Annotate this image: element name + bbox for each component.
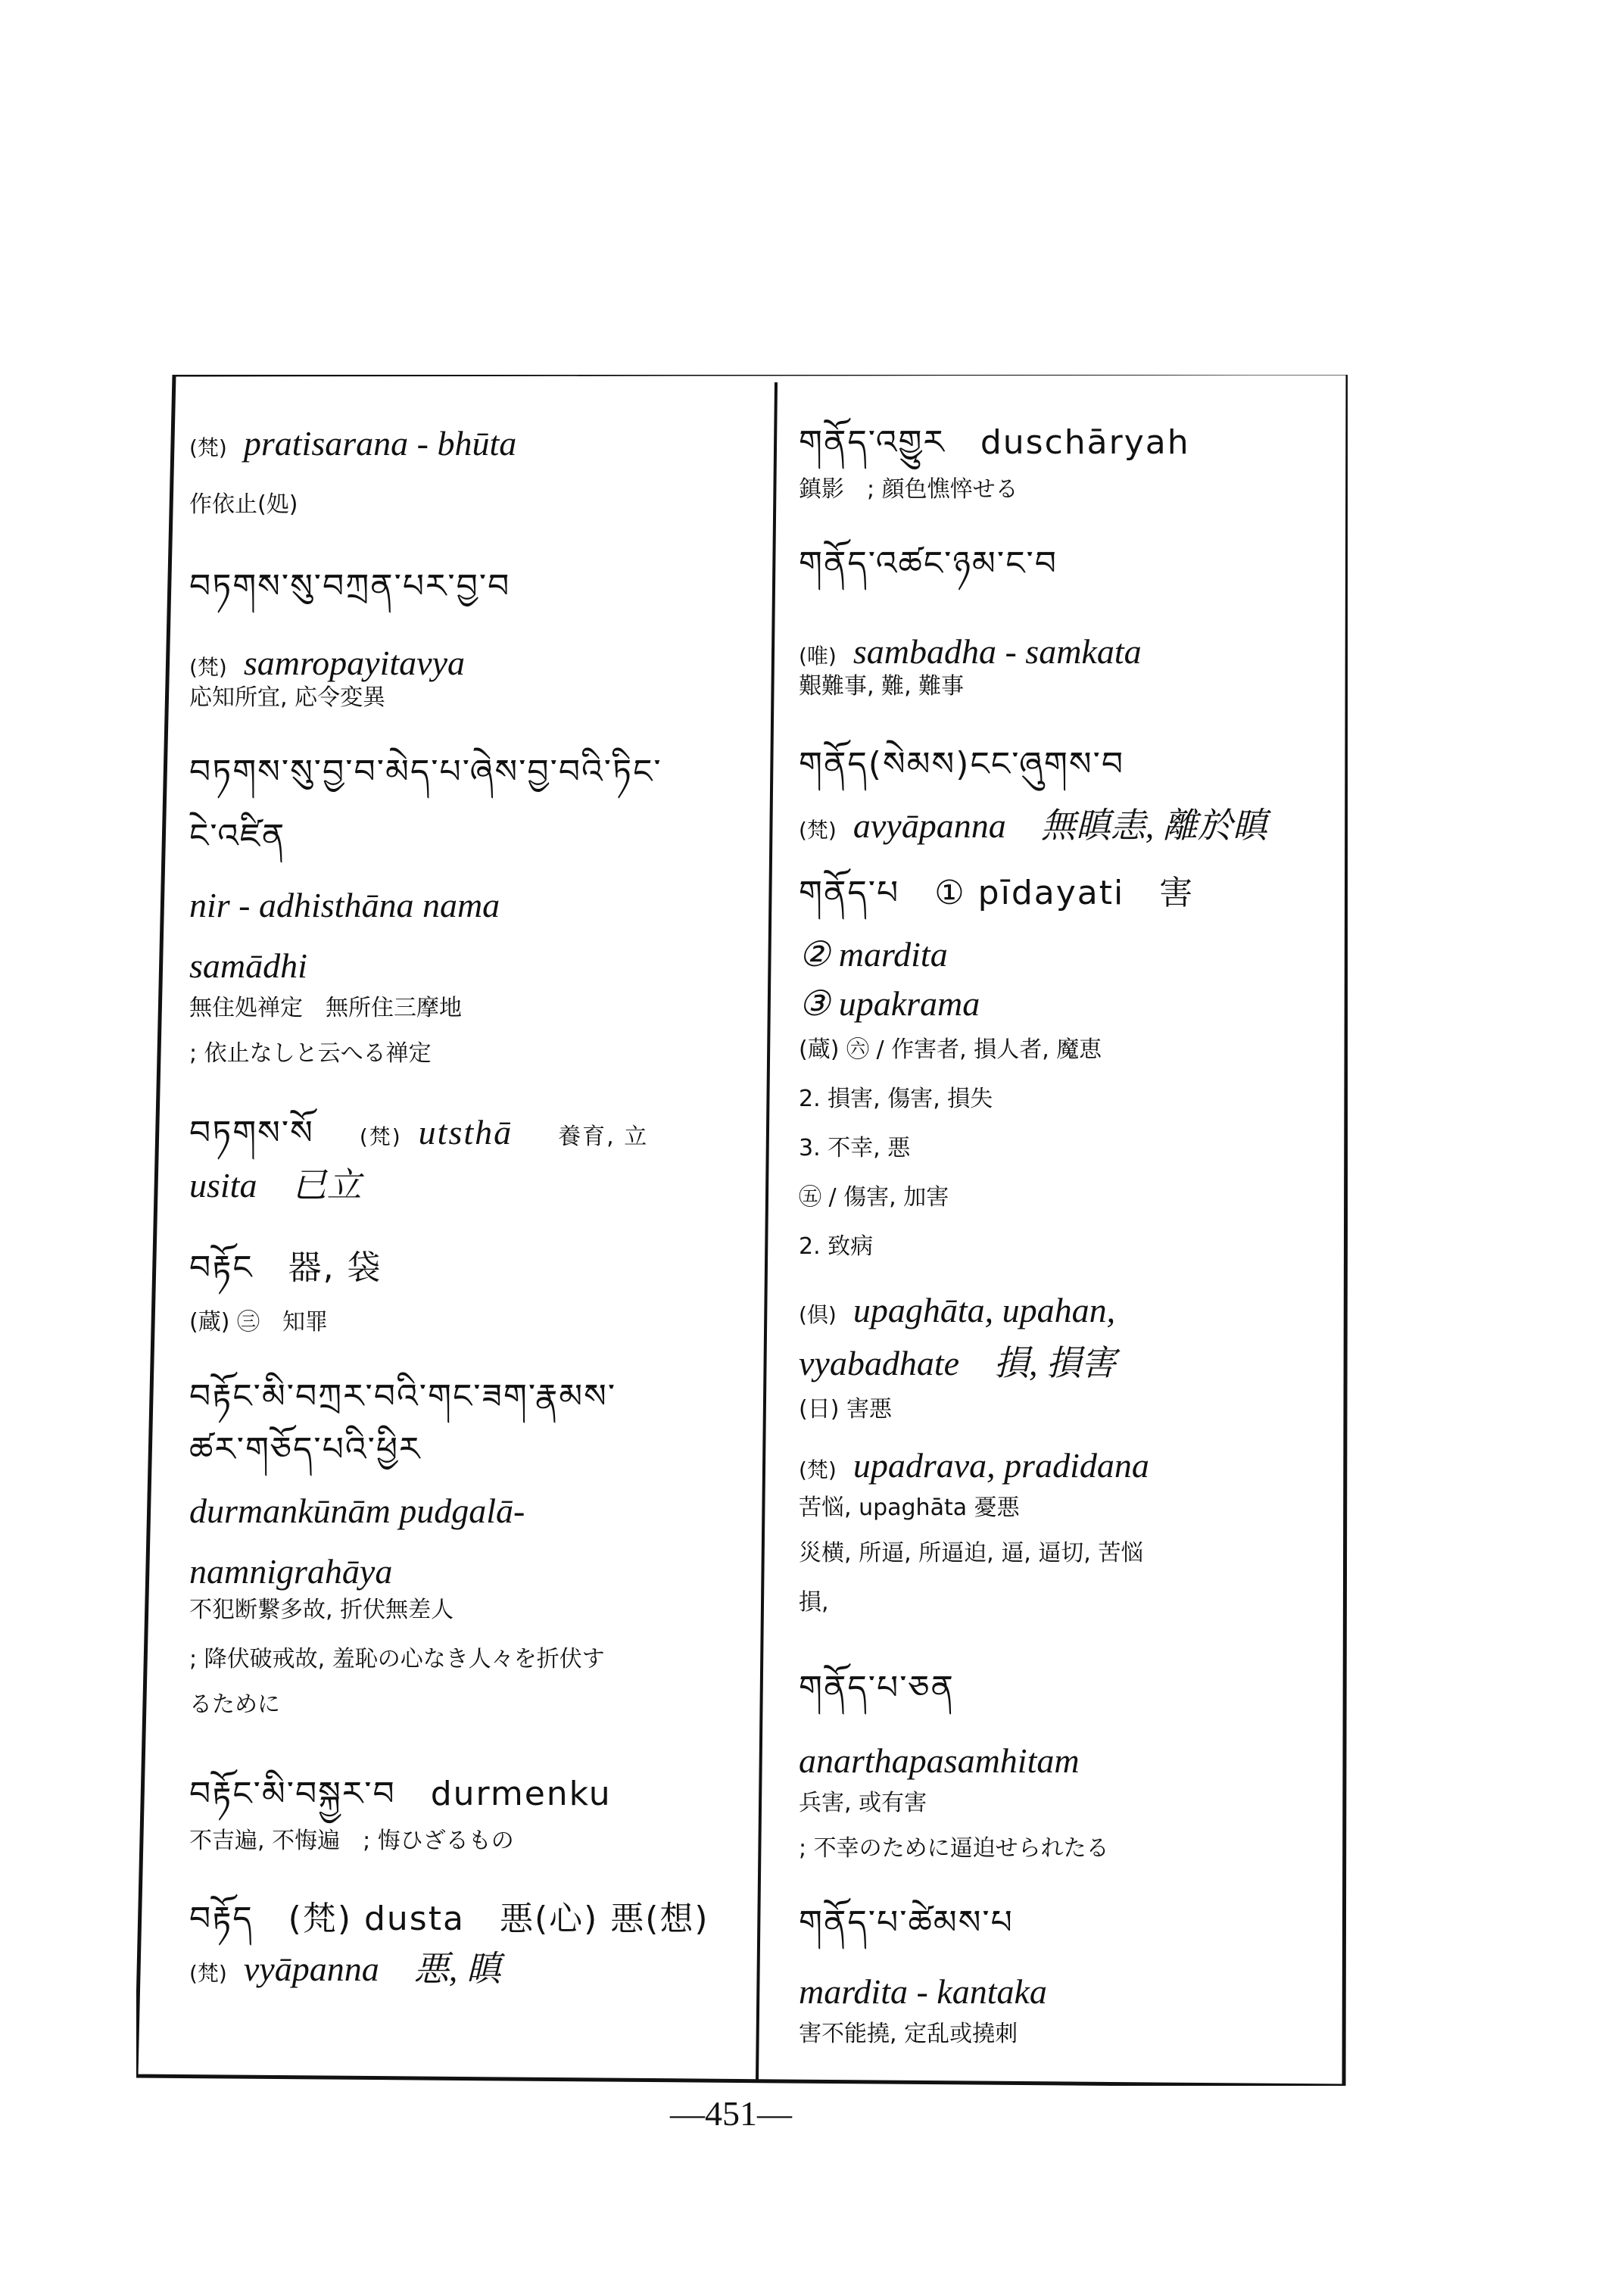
entry-text: ; 降伏破戒故, 羞恥の心なき人々を折伏す	[189, 1646, 605, 1672]
right-entry-line	[799, 1185, 949, 1211]
entry-text: ② mardita	[799, 935, 948, 974]
left-entry-line	[189, 492, 298, 519]
right-entry-line	[799, 1590, 829, 1616]
entry-text: avyāpanna 無瞋恚, 離於瞋	[853, 806, 1267, 845]
right-entry-line	[799, 984, 980, 1024]
entry-text: (日) 害悪	[799, 1396, 892, 1423]
source-label: (梵)	[189, 655, 227, 680]
right-entry-line	[799, 1541, 1143, 1567]
entry-text: 艱難事, 難, 難事	[799, 673, 965, 700]
right-entry-line	[799, 424, 1190, 463]
source-label: (梵)	[359, 1124, 402, 1149]
right-entry-line	[799, 477, 1018, 503]
right-entry-line	[799, 1495, 1020, 1522]
right-entry-line	[799, 674, 964, 700]
left-entry-line	[189, 1166, 361, 1206]
left-entry-line	[189, 1113, 648, 1153]
entry-text: 無住処禅定 無所住三摩地	[189, 995, 462, 1021]
entry-text: vyabadhate 損, 損害	[799, 1344, 1117, 1382]
entry-text: ; 依止なしと云へる禅定	[189, 1040, 432, 1067]
left-entry-line	[189, 644, 465, 684]
right-column	[799, 390, 1480, 2071]
source-label: (梵)	[189, 1961, 227, 1986]
left-entry-line	[189, 1900, 709, 1939]
left-entry-line	[189, 1950, 501, 1990]
left-entry-line	[189, 1552, 392, 1592]
left-entry-line	[189, 424, 516, 464]
entry-text: གནོད་པ་ཅན	[799, 1669, 955, 1707]
left-entry-line	[189, 753, 662, 792]
entry-text: namnigrahāya	[189, 1552, 393, 1591]
left-entry-line	[189, 946, 307, 986]
left-entry-line	[189, 996, 462, 1022]
right-entry-line	[799, 1836, 1109, 1862]
right-entry-line	[799, 1136, 910, 1162]
entry-text: anarthapasamhitam	[799, 1741, 1080, 1780]
entry-text: nir - adhisthāna nama	[189, 886, 500, 924]
left-entry-line	[189, 1828, 514, 1855]
right-entry-line	[799, 1972, 1047, 2012]
right-entry-line	[799, 1741, 1080, 1781]
entry-text: pratisarana - bhūta	[243, 424, 517, 463]
entry-text: བརྟོད (梵) dusta 悪(心) 悪(想)	[189, 1900, 709, 1938]
entry-text: 災横, 所逼, 所逼迫, 逼, 逼切, 苦悩	[799, 1540, 1144, 1566]
entry-text: 不犯断繋多故, 折伏無差人	[189, 1597, 454, 1623]
entry-text: samropayitavya	[243, 644, 465, 682]
sanskrit-term: utsthā	[418, 1113, 513, 1152]
entry-text: བཏགས་སོ	[189, 1114, 314, 1152]
entry-text: 2. 損害, 傷害, 損失	[799, 1086, 993, 1112]
entry-text: 鎮影 ; 顔色憔悴せる	[799, 476, 1018, 503]
entry-text: གནོད་འགྱུར duschāryah	[799, 423, 1190, 462]
entry-text: 3. 不幸, 悪	[799, 1135, 911, 1161]
right-entry-line	[799, 1037, 1102, 1064]
entry-text: 応知所宜, 応令変異	[189, 684, 386, 711]
source-label: (唯)	[799, 644, 837, 669]
entry-text: བཏགས་སུ་བྱ་བ་མེད་པ་ཞེས་བྱ་བའི་ཏིང་	[189, 753, 662, 791]
entry-text: 苦悩, upaghāta 憂悪	[799, 1495, 1020, 1521]
right-entry-line	[799, 1791, 927, 1817]
entry-text: samādhi	[189, 946, 307, 985]
entry-text: mardita - kantaka	[799, 1972, 1047, 2011]
entry-text: (蔵) ㊅ / 作害者, 損人者, 魔恵	[799, 1036, 1102, 1063]
left-entry-line	[189, 1431, 421, 1470]
left-entry-line	[189, 1647, 605, 1673]
entry-text: གནོད་པ ① pīdayati 害	[799, 874, 1195, 912]
left-entry-line	[189, 1491, 525, 1532]
entry-text: 2. 致病	[799, 1233, 874, 1260]
entry-text: 不吉遍, 不悔遍 ; 悔ひざるもの	[189, 1828, 514, 1854]
right-entry-line	[799, 1397, 892, 1423]
entry-text: (蔵) ㊂ 知罪	[189, 1309, 328, 1336]
right-entry-line	[799, 1234, 873, 1261]
entry-text: བཏགས་སུ་བཀྲན་པར་བྱ་བ	[189, 567, 511, 606]
right-entry-line	[799, 2021, 1018, 2048]
entry-text: sambadha - samkata	[853, 632, 1142, 671]
entry-text: 兵害, 或有害	[799, 1790, 927, 1816]
entry-text: upaghāta, upahan,	[853, 1291, 1116, 1329]
page-number: —451—	[670, 2094, 792, 2133]
right-entry-line	[799, 1086, 993, 1113]
right-entry-line	[799, 1446, 1149, 1486]
entry-text: usita 已立	[189, 1166, 362, 1205]
left-entry-line	[189, 1775, 612, 1814]
entry-text: durmankūnām pudgalā-	[189, 1491, 525, 1530]
page-sheet	[136, 375, 1348, 2086]
left-entry-line	[189, 685, 385, 712]
left-entry-line	[189, 1597, 454, 1624]
source-label: (梵)	[799, 1457, 837, 1482]
left-entry-line	[189, 818, 285, 856]
right-entry-line	[799, 1344, 1116, 1384]
right-entry-line	[799, 746, 1124, 784]
entry-text: གནོད་པ་ཚེམས་པ	[799, 1903, 1014, 1942]
entry-text: vyāpanna 悪, 瞋	[243, 1950, 501, 1988]
right-entry-line	[799, 1904, 1014, 1943]
right-entry-line	[799, 935, 948, 975]
entry-text: ③ upakrama	[799, 984, 980, 1023]
entry-text: 作依止(処)	[189, 491, 298, 518]
left-entry-line	[189, 1692, 280, 1719]
entry-text: བརྟོང་མི་བཀྲར་བའི་གང་ཟག་རྣམས་	[189, 1377, 617, 1416]
entry-text: བརྟོང 器, 袋	[189, 1248, 382, 1287]
entry-text: ཚར་གཅོད་པའི་ཕྱིར	[189, 1430, 422, 1469]
left-entry-line	[189, 886, 500, 926]
right-entry-line	[799, 632, 1142, 672]
entry-text: ངེ་འཛིན	[189, 817, 286, 856]
right-entry-line	[799, 1291, 1115, 1331]
entry-text: upadrava, pradidana	[853, 1446, 1149, 1485]
left-entry-line	[189, 1310, 328, 1336]
left-entry-line	[189, 1041, 432, 1068]
japanese-gloss: 養育, 立	[558, 1124, 649, 1150]
right-entry-line	[799, 1669, 955, 1708]
right-entry-line	[799, 806, 1267, 846]
entry-text: るために	[189, 1691, 280, 1718]
entry-text: བརྟོང་མི་བསྐྱར་བ durmenku	[189, 1775, 612, 1813]
source-label: (梵)	[799, 818, 837, 843]
source-label: (倶)	[799, 1302, 837, 1327]
entry-text: གནོད(སེམས)ངང་ཞུགས་བ	[799, 745, 1125, 784]
entry-text: 害不能撓, 定乱或撓刺	[799, 2021, 1018, 2047]
source-label: (梵)	[189, 435, 227, 460]
entry-text: 損,	[799, 1589, 829, 1616]
left-entry-line	[189, 1249, 382, 1288]
left-entry-line	[189, 1378, 616, 1417]
entry-text: ; 不幸のために逼迫せられたる	[799, 1835, 1109, 1862]
entry-text: ㊄ / 傷害, 加害	[799, 1184, 949, 1211]
entry-text: གནོད་འཚང་ཉམ་ང་བ	[799, 544, 1058, 583]
right-entry-line	[799, 545, 1058, 584]
right-entry-line	[799, 874, 1194, 913]
left-entry-line	[189, 568, 510, 606]
